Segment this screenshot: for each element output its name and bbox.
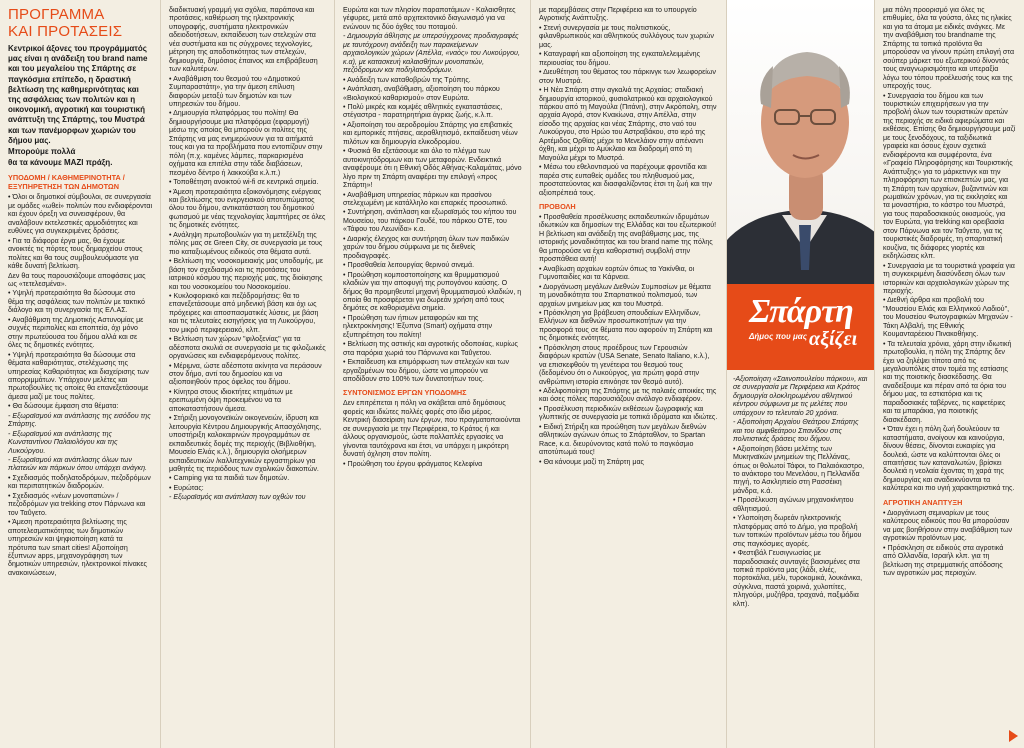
- paragraph: • Η Νέα Σπάρτη στην αγκαλιά της Αρχαίας: σταδιακή δημιουργία ιστορικού, φυσιολατρικού και αρχαιολογικού πάρκου από τη Μαγούλα (Πιτάνη), στην Ακρόπολη, στην αρχαία Αγορά, στον Κνακίωνα, στην Απέλλα, στην είσοδο της αρχαίας και νέας Σπάρτης, στο ναό του Λυκούργου, στο Ηρώο του Αστραβάκου, στο ιερό της Αρτέμιδος Ορθίας μέχρι το Μενελάιον στην απέναντι όχθη, και μέχρι το Αμύκλαιο και διαδρομή από τη Μαγούλα μέχρι το Μυστρά.: [539, 86, 717, 162]
- paragraph: • Όταν έχει η πόλη ζωή δουλεύουν τα καταστήματα, ανοίγουν και καινούργια, δίνουν θέσεις, δίνονται ευκαιρίες για δουλειά, ώστε να καλύπτονται όλες οι απαιτήσεις των καταναλωτών, βρίσκει δουλειά η νεολαία έχοντας τη χαρά της δημιουργίας και αναδεικνύονται τα καλύτερα και πιο υγιή χαρακτηριστικά της.: [883, 425, 1015, 493]
- title-line-2: ΚΑΙ ΠΡΟΤΑΣΕΙΣ: [8, 23, 123, 40]
- section-title-agrotiki: ΑΓΡΟΤΙΚΗ ΑΝΑΠΤΥΞΗ: [883, 497, 963, 507]
- campaign-logo: [727, 284, 874, 370]
- paragraph: • Μέριμνα, ώστε αδέσποτα ακίνητα να περάσουν στον δήμο, αντί του δημοσίου και να αξιοποιηθούν προς όφελος του δήμου.: [169, 361, 322, 387]
- column-6-body-a: [883, 6, 1016, 493]
- paragraph: • Στήριξη μονογονεϊκών οικογενειών, ίδρυση και λειτουργία Κέντρου Δημιουργικής Απασχόλησης, υποστήριξη καλοκαιρινών προγραμμάτων σε εκπαιδευτικές δομές της περιοχής (Βιβλιοθήκη, Μουσείο Ελιάς κ.λ.), δημιουργία ολοήμερων εκπαιδευτικών /καλλιτεχνικών εργαστηρίων για μαθητές τις περιόδους των σχολικών διακοπών.: [169, 414, 322, 474]
- lead-line-2: Μπορούμε πολλά: [8, 147, 76, 157]
- paragraph: • Αναβάθμιση του θεσμού του «Δημοτικού Συμπαραστάτη», για την άμεση επίλυση διαφορών μεταξύ των δημοτών και των υπηρεσιών του δήμου.: [169, 74, 300, 108]
- paragraph: • Προσθαθεία προσέλκυσης εκπαιδευτικών ιδρυμάτων ιδιωτικών και δημοσίων της Ελλάδας και του εξωτερικού! Η βελτίωση και ανάδειξη της αναβάθμισης μας, της ιστορικής μοναδικότητας και του brand name της πόλης θα μπορούσε να έχει καθοριστική συμβολή στην προσπάθεια αυτή!: [539, 212, 717, 264]
- paragraph: • Καταγραφή και αξιοποίηση της εγκαταλελειμμένης περιουσίας του δήμου.: [539, 50, 701, 67]
- paragraph: - Αξιοποίηση Αρχαίου Θεάτρου Σπάρτης και του αμφιθεάτρου Σπανίδου στις πολιτιστικές δράσεις του δήμου.: [733, 418, 859, 444]
- paragraph: • Θα δώσουμε έμφαση στα θέματα:: [8, 402, 119, 411]
- paragraph: Ευρώτα και των πλησίον παραποτάμιων - Καλαισθητες γέφυρες, μετά από αρχιτεκτονικό διαγωνισμό για να ενώνουν τις δύο όχθες του ποταμού.: [343, 6, 516, 31]
- paragraph: • Βελτίωση της αστικής και αγροτικής οδοποιίας, κυρίως στα παρόρια χωριά του Πάρνωνα και Ταΰγετου.: [343, 340, 518, 357]
- paragraph: - Εξωραϊσμού και ανάπλασης της εισόδου της Σπάρτης.: [8, 411, 151, 429]
- paragraph: • Φεστιβάλ Γευσιγνωσίας με παραδοσιακές συνταγές βασισμένες στα τοπικά προϊόντα μας (λάδι, ελιές, πορτοκάλια, μέλι, τυροκομικά, λουκάνικα, σύγκλινα, παστά χοιρινά, χυλοπίτες, πληγούρι, μυζήθρα, τραχανά, παξιμάδια κλπ).: [733, 549, 863, 608]
- column-3-body-a: [343, 6, 522, 383]
- logo-tagline: αξίζει: [809, 328, 858, 350]
- paragraph: μια πόλη προορισμό για όλες τις επιθυμίες, όλα τα γούστα, όλες τις ηλικίες και για τα άτομα με ειδικές ανάγκες. Με την αναβάθμιση του brandname της Σπάρτης τα τοπικά προϊόντα θα μπορούσαν να γίνουν πρώτη επιλογή στα σούπερ μάρκετ του εξωτερικού δίνοντάς τους αναγνωρισιμότητα και υπεραξία λόγω του τόπου προέλευσής τους και της υπεροχής τους.: [883, 6, 1015, 91]
- paragraph: • Camping για τα παιδιά των δημοτών.: [169, 474, 290, 483]
- paragraph: • Συνεργασία με τα τουριστικά γραφεία για τη συγκεκριμένη διασύνδεση όλων των ιστορικών και αρχαιολογικών χώρων της περιοχής.: [883, 261, 1015, 295]
- candidate-photo: [727, 0, 874, 284]
- paragraph: -Αξιοποίηση «Σαιινοπουλείου πάρκου», και σε συνεργασία με Περιφέρεια και Κράτος δημιουργία ολοκληρωμένου αθλητικού κέντρου σύμφωνα με τις μελέτες που υπάρχουν το τελευταίο 20 χρόνια.: [733, 375, 868, 417]
- paragraph: • Διευθέτηση του θέματος του πάρκινγκ των λεωφορείων στον Μυστρά.: [539, 68, 716, 85]
- paragraph: • Προσθαθεία λειτουργίας θερινού σινεμά.: [343, 261, 475, 270]
- paragraph: • Άμεση προτεραιότητα εξοικονόμησης ενέργειας και βελτίωσης του ενεργειακού αποτυπώματος όλου του δήμου, αντικατάσταση του δημοτικού φωτισμού με νέας τεχνολογίας λαμπτήρες σε όλες τις δημοτικές ενότητες.: [169, 187, 326, 230]
- paragraph: • Τοποθέτηση ανοικτού wi-fi σε κεντρικά σημεία.: [169, 178, 319, 187]
- column-4: [530, 0, 726, 748]
- paragraph: • Βελτίωση των χώρων "φιλοξενίας" για τα αδέσποτα σκυλιά σε συνεργασία με τις φιλοζωικές οργανώσεις και ενδιαφερόμενους πολίτες.: [169, 335, 326, 361]
- paragraph: • Κίνητρα στους ιδιοκτήτες κτημάτων με ερειπωμένη όψη προκειμένου να τα αποκαταστήσουν άμεσα.: [169, 387, 293, 413]
- paragraph: • Αξιοποίηση βάσει μελέτης των Μυκηναϊκών μνημείων της Πελλάνας, όπως οι θολωτοί Τάφοι, το Παλαιόκαστρο, το ανάκτορο του Μενελάου, η Πελλανίδα πηγή, το Ασκληπιείο στη Ρασσέικη μάνδρα, κ.ά.: [733, 444, 865, 495]
- paragraph: - Εξωραϊσμού και ανάπλασης όλων των πλατειών και πάρκων όπου υπάρχει ανάγκη.: [8, 456, 147, 473]
- paragraph: • Υψηλή προτεραιότητα θα δώσουμε στο θέμα της ασφάλειας των πολιτών με τακτικό διάλογο και τη συνεργασία της ΕΛ.ΑΣ.: [8, 289, 145, 315]
- column-3-body-b: [343, 399, 522, 468]
- column-4-body-a: [539, 6, 718, 197]
- paragraph: • Υψηλή προτεραιότητα θα δώσουμε στα θέματα καθαριότητας, στελέχωσης της υπηρεσίας Καθαριότητας και διαχείρισης των απορριμμάτων. Υπάρχουν μελέτες και πρωτοβουλίες τις οποίες θα επανεξετάσουμε άμεσα μαζί με τους πολίτες.: [8, 350, 149, 401]
- paragraph: • Συντήρηση, ανάπλαση και εξωραϊσμός του κήπου του Μουσείου, του πάρκου Γουδέ, του πάρκου ΟΤΕ, του «Τάφου του Λεωνίδα» κ.α.: [343, 208, 517, 234]
- paragraph: • Πρόσκληση για βράβευση σπουδαίων Ελληνίδων, Ελλήνων και διεθνών προσωπικοτήτων για την προσφορά τους σε θέματα που αφορούν τη Σπάρτη και τις δημοτικές ενότητες.: [539, 308, 713, 343]
- paragraph: • Σχεδιασμός «νέων μονοπατιών» / πεζοδρόμων για trekking στον Πάρνωνα και τον Ταΰγετο.: [8, 491, 146, 517]
- paragraph: • Πρόσκληση σε ειδικούς στα αγροτικά από Ολλανδία, Ισραήλ κλπ. για τη βελτίωση της στρεμματικής απόδοσης των αγροτικών μας περιοχών.: [883, 543, 1004, 577]
- paragraph: • Συνεργασία του δήμου και των τουριστικών επιχειρήσεων για την προβολή όλων των τουριστικών αρετών της περιοχής σε ειδικά αφιερώματα και εκθέσεις. Επίσης θα δημιουργήσουμε μαζί με τους ξενοδόχους, τα ταξιδιωτικά γραφεία και όσους έχουν σχετικά ενδιαφέροντα και συμφέροντα, ένα «Γραφείο Πληροφόρησης και Τουριστικής Ανάπτυξης» για τo μάρκετινγκ και την πληροφόρηση των επισκεπτών μας, για τη Σπάρτη των αρχαίων, βυζαντινών και ρωμαϊκών χρόνων, για τις εκκλησίες και τα μοναστήρια, το κάστρο του Μυστρά, για τους παραδοσιακούς οικισμούς, για τον Ευρώτα, για trekking και ορειβασία στον Πάρνωνα και τον Ταΰγετο, για τις τουριστικές διαδρομές, τη σπαρτιατική κουζίνα, τις διάφορες γιορτές και εκδηλώσεις κλπ.: [883, 91, 1016, 261]
- paragraph: - Εξωραϊσμού και ανάπλασης της Κωνσταντίνου Παλαιολόγου και της Λυκούργου.: [8, 429, 118, 455]
- paragraph: • Μέσω του εθελοντισμού να παρέχουμε φροντίδα και παρέα στις ευπαθείς ομάδες του πληθυσμού μας, προστατεύοντας και διασφαλίζοντας έτσι τη ζωή και την αξιοπρέπειά τους.: [539, 163, 712, 197]
- paragraph: • Ανάληψη πρωτοβουλιών για τη μετεξέλιξη της πόλης μας σε Green City, σε συνεργασία με τους πιο καταξιωμένους ειδικούς στα θέματα αυτά.: [169, 230, 323, 256]
- paragraph: • Δημιουργία πλατφόρμας του πολίτη! Θα δημιουργήσουμε μια πλατφόρμα (εφαρμογή) μέσω της οποίας θα μπορούν οι πολίτες της Σπάρτης να μας ενημερώνουν για τα αιτήματά τους και για τα προβλήματα που εντοπίζουν στην πόλη (π.χ. καμένες λάμπες, παρκαρισμένα οχήματα και επιτέλα στην τάδε διαβάσεων, πεσμένο δέντρο ή λακκούβα κ.λ.π.): [169, 109, 323, 177]
- column-3: [334, 0, 530, 748]
- paragraph: • Αδελφοποίηση της Σπάρτης με τις παλαιές αποικίες της και όσες πόλεις παρουσιάζουν ανάλογο ενδιαφέρον.: [539, 387, 717, 404]
- logo-subtitle: Δήμος που μας: [749, 332, 808, 341]
- paragraph: • Πρόσκληση στους προέδρους των Γερουσιών διαφόρων κρατών (USA Senate, Senato Italiano, κ.λ.), να επισκεφθούν τη γενέτειρα του θεσμού τους (δεδομένου ότι ο Λυκούργος, για πρώτη φορά στην ανθρώπινη ιστορία επινόησε τον θεσμό αυτό).: [539, 343, 710, 386]
- paragraph: • Διοργάνωση μεγάλων Διεθνών Συμποσίων με θέματα τη μοναδικότητα του Σπαρτιατικού πολιτισμού, των αρχαίων μνημείων μας και του Μυστρά.: [539, 282, 711, 308]
- paragraph: • Τα τελευταία χρόνια, χάρη στην ιδιωτική πρωτοβουλία, η πόλη της Σπάρτης δεν έχει να ζηλέψει τίποτα από τις μεγαλουπόλεις στον τομέα της εστίασης και της ποιοτικής διασκέδασης. Θα αναδείξουμε και πέραν από τα όρια του δήμου μας, τα εστιατόρια και τις παραδοσιακές ταβέρνες, τις καφετέριες και τα μπαράκια, για ποιοτικής διασκέδαση.: [883, 339, 1012, 424]
- title-line-1: ΠΡΟΓΡΑΜΜΑ: [8, 6, 105, 23]
- column-2-body: [169, 6, 326, 502]
- paragraph: • Διαρκής έλεγχος και συντήρηση όλων των παιδικών χαρών του δήμου σύμφωνα με τις διεθνείς προδιαγραφές.: [343, 234, 510, 260]
- column-5: [726, 0, 874, 748]
- paragraph: • Σχεδιασμός ποδηλατοδρόμων, πεζοδρόμων και περιπατητικών διαδρομών.: [8, 473, 151, 491]
- paragraph: • Αναβάθμιση της Δημοτικής Αστυνομίας με συχνές περιπολίες και εποπτεία, όχι μόνο στην πρωτεύουσα του δήμου αλλά και σε όλες τις δημοτικές ενότητες.: [8, 315, 144, 350]
- paragraph: • Προώθηση των ήπιων μεταφορών και της ηλεκτροκίνησης! Έξυπνα (Smart) οχήματα στην εξυπηρέτηση του πολίτη!: [343, 313, 493, 339]
- paragraph: • Προσέλκυση περιοδικών εκθέσεων ζωγραφικής και γλυπτικής σε συνεργασία με τοπικά ιδρύματα και ιδιώτες.: [539, 404, 718, 422]
- paragraph: • Φυσικά θα εξετάσουμε και όλο το πλέγμα των αυτοκινητόδρομων και των μεταφορών. Ενδεικτικά αναφέρουμε ότι η Εθνική Οδός Αθήνας-Καλαμάτας, μόνο λίγο πριν τη Σπάρτη αναφέρει την επιλογή «προς Σπάρτη»!: [343, 147, 522, 190]
- paragraph: Δεν επιτρέπεται η πόλη να σκάβεται από δημόσιους φορείς και ιδιώτες πολλές φορές στο ίδιο μέρος. Κεντρική διασείριση των έργων, που πραγματοποιούνται σε συνεργασία με την Περιφέρεια, το Κράτος ή και άλλους οργανισμούς, ώστε πολλαπλές εργασίες να γίνονται ταυτόχρονα και έτσι, να υπάρχει η μικρότερη δυνατή όχληση στον πολίτη.: [343, 399, 521, 459]
- paragraph: • Ειδική Στήριξη και προώθηση των μεγάλων διεθνών αθλητικών αγώνων όπως το Σπάρταθλον, το Spartan Race, κ.α. διευρύνοντας κατά πολύ το παγκόσμιο αποτύπωμά τους!: [539, 422, 707, 457]
- column-6: [874, 0, 1024, 748]
- paragraph: • Για τα διάφορα έργα μας, θα έχουμε ανοικτές τις πόρτες τους δημαρχείου στους πολίτες και θα τους συμβουλευόμαστε για κάθε δυνατή βελτίωση.: [8, 236, 143, 271]
- paragraph: - Εξωραϊσμός και ανάπλαση των οχθών του: [169, 493, 306, 502]
- lead-paragraph: Κεντρικοί άξονες του προγράμματός μας είναι η ανάδειξη του brand name και του μεγαλείου της Σπάρτης σε παγκόσμια επίπεδο, η δραστική βελτίωση της καθημερινότητας και της ασφάλειας των πολιτών και η οικονομική, αγροτική και τουριστική ανάπτυξη της Σπάρτης, του Μυστρά και των πανέμορφων χωριών του δήμου μας.: [8, 44, 148, 145]
- paragraph: • Ανάπλαση, αναβάθμιση, αξιοποίηση του πάρκου «Βιολογικού καθαρισμού» στον Ευρώτα.: [343, 85, 500, 102]
- paragraph: • Αξιοποίηση του αεροδρομίου Σπάρτης για επιβατικές και εμπορικές πτήσεις, αεραθλητισμό, εκπαίδευση νέων πιλότων και δημιουργία ελικοδρομίου.: [343, 120, 518, 146]
- paragraph: • Υλοποίηση δωρεάν ηλεκτρονικής πλατφόρμας από το Δήμο, για προβολή των τοπικών προϊόντων μέσω του δήμου στις παγκόσμιες αγορές.: [733, 514, 862, 548]
- paragraph: • Πολύ μικρές και κομψές αθλητικές εγκαταστάσεις, στέγαστρα - παρατηρητήρια άγριας ζωής, κ.λ.π.: [343, 102, 503, 120]
- paragraph: • Κυκλοφοριακό και πεζόδρομήσεις: θα το επανεξετάσουμε από μηδενική βάση και όχι ως πρόχειρες και αποσπασματικές λύσεις, με βάση και τις τελευταίες εισηγήσεις για τη Λυκούργου, τον μικρό περιφερειακό, κλπ.: [169, 291, 319, 334]
- logo-word: Σπάρτη: [749, 293, 853, 330]
- column-1: [0, 0, 160, 748]
- paragraph: • Προώθηση του έργου φράγματος Κελεφίνα: [343, 459, 483, 468]
- paragraph: • Αναβάθμιση υπηρεσίας πάρκων και πρασίνου στελεχωμένη με κατάλληλο και επαρκές προσωπικό.: [343, 190, 508, 207]
- column-6-body-b: [883, 509, 1016, 578]
- section-title-syntonismos: ΣΥΝΤΟΝΙΣΜΟΣ ΕΡΓΩΝ ΥΠΟΔΟΜΗΣ: [343, 388, 467, 398]
- paragraph: Δεν θα τους παρουσιάζουμε αποφάσεις μας ως «τετελεσμένα».: [8, 271, 146, 288]
- arrow-right-icon[interactable]: [1009, 730, 1018, 742]
- paragraph: - Δημιουργία άθλησης με υπερσύγχρονες προδιαγραφές με ταυτόχρονη ανάδειξη των παρακείμενων αρχαιολογικών χώρων (Απέλλα, «ναός» του Λυκούργου, κ.α), με κατασκευή καλαισθήτων μονοπατιών, πεζόδρομων και ποδηλατοδρόμων.: [343, 32, 520, 75]
- paragraph: • Αναβίωση αρχαίων εορτών όπως τα Υακίνθια, οι Γυμνοπαιδίες και τα Κάρνεια.: [539, 264, 695, 282]
- paragraph: διαδικτυακή γραμμή για σχόλια, παράπονα και προτάσεις, καθιέρωση της ηλεκτρονικής υπογραφής, συστήματα ηλεκτρονικών αδειοδοτήσεων, εκπαίδευση των στελεχών στα νέα συστήματα και τις σύγχρονες τεχνολογίες, μέτρηση της αποδοτικότητας των στελεχών, δημιουργία, δημόσιος έπαινος και επιβράβευση των καλυτέρων.: [169, 6, 318, 74]
- column-4-body-b: [539, 213, 718, 466]
- lead-line-3: θα τα κάνουμε ΜΑΖΙ πράξη.: [8, 158, 113, 168]
- section-title-infrastructure: ΥΠΟΔΟΜΗ / ΚΑΘΗΜΕΡΙΝΟΤΗΤΑ / ΕΞΥΠΗΡΕΤΗΣΗ ΤΩΝ ΔΗΜΟΤΩΝ: [8, 173, 125, 192]
- paragraph: • Στενή συνεργασία με τους πολιτιστικούς, φιλανθρωπικούς και αθλητικούς συλλόγους των χωριών μας.: [539, 23, 714, 49]
- paragraph: • Όλοι οι δημοτικοί σύμβουλοι, σε συνεργασία με ομάδες «ωθεί» πολιτών που ενδιαφέρονται και έχουν όρεξη να συνεισφέρουν, θα αναλάβουν εκτελεστικές αρμοδιότητες και ευθύνες για συγκεκριμένες δράσεις.: [8, 193, 153, 236]
- paragraph: • Διεθνή άρθρα και προβολή του "Μουσείου Ελιάς και Ελληνικού Λαδιού", του Μουσείου Φωτογραφικών Μηχανών - Τάκη Αλβαλή, της Εθνικής Κουμανταρέειου Πινακοθήκης.: [883, 296, 1013, 339]
- paragraph: • Θα κάνουμε μαζί τη Σπάρτη μας: [539, 457, 644, 466]
- section-title-provoli: ΠΡΟΒΟΛΗ: [539, 201, 576, 211]
- paragraph: • Προώθηση κομποστοποίησης και θρυμματισμού κλαδιών για την αποφυγή της ρυπογόνου καύσης. Ο δήμος θα προμηθευτεί μηχανή θρυμματισμού κλαδιών, η οποία θα προσφέρεται για δωρεάν χρήση από τους δημότες σε καθορισμένα σημεία.: [343, 270, 522, 313]
- page-title: [8, 6, 152, 40]
- paragraph: • Ανάδειξη των καταθοβρών της Τρύπης.: [343, 75, 471, 84]
- paragraph: • Προσέλκυση αγώνων μηχανοκίνητου αθλητισμού.: [733, 496, 854, 513]
- column-5-body: [727, 372, 874, 748]
- paragraph: • Ευρώτας:: [169, 483, 204, 492]
- paragraph: • Εκπαίδευση και επιμόρφωση των στελεχών και των εργαζομένων του δήμου, ώστε να μπορούν να αποδίδουν στο 100% των δυνατοτήτων τους.: [343, 358, 510, 384]
- portrait-illustration: [727, 0, 874, 284]
- column-2: [160, 0, 334, 748]
- paragraph: • Διοργάνωση σεμιναρίων με τους καλύτερους ειδικούς που θα μπορούσαν να μας βοηθήσουν στην αναβάθμιση των αγροτικών προϊόντων μας.: [883, 508, 1013, 543]
- paragraph: με παρεμβάσεις στην Περιφέρεια και το υπουργείο Αγροτικής Ανάπτυξης.: [539, 6, 697, 23]
- column-1-body: [8, 193, 152, 577]
- paragraph: • Βελτίωση της νοσοκομειακής μας υποδομής, με βάση τον σχεδιασμό και τις προτάσεις του ιατρικού κόσμου της περιοχής μας, της διοίκησης και του νοσοκομείου του Νοσοκομείου.: [169, 257, 324, 291]
- paragraph: • Άμεση προτεραιότητα βελτίωσης της αποτελεσματικότητας των δημοτικών υπηρεσιών και ψηφιοποίηση κατά τα πρότυπα των smart cities! Αξιοποίηση έξυπνων apps, μηχανογράφηση των δημοτικών υπηρεσιών, ηλεκτρονικοί πίνακες ανακοινώσεων,: [8, 518, 147, 577]
